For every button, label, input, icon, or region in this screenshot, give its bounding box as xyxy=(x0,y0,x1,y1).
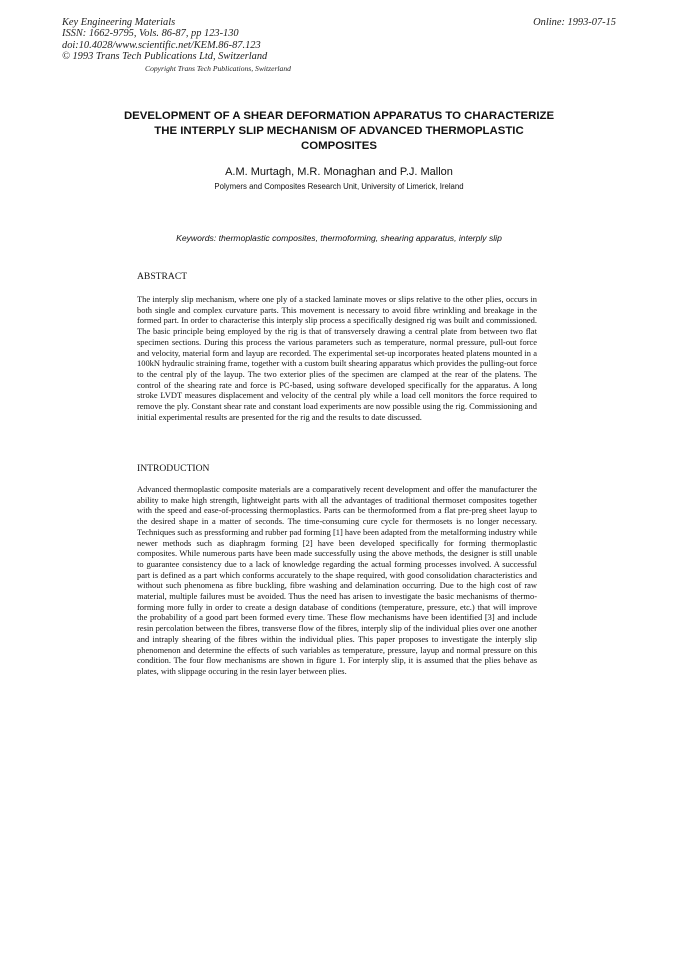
doi-line: doi:10.4028/www.scientific.net/KEM.86-87.123 xyxy=(62,39,261,51)
publisher-copyright: © 1993 Trans Tech Publications Ltd, Switzerland xyxy=(62,50,268,62)
introduction-text: Advanced thermoplastic composite materials are a comparatively recent development and offer the manufacturer the ability to make high strength, lightweight parts with all the advantages of traditional thermoset composites together with the speed and ease-of-processing thermoplastics. Parts can be thermoformed from a flat pre-preg sheet layup to the desired shape in a matter of seconds. The time-consuming cure cycle for thermosets is no longer necessary. Techniques such as pressforming and rubber pad forming [1] have been adapted from the metalforming industry while newer methods such as diaphragm forming [2] have been developed specifically for forming thermoplastic composites. While numerous parts have been made successfully using the above methods, the designer is still unable to guarantee consistency due to a lack of knowledge regarding the actual forming processes involved. A successful part is defined as a part which conforms accurately to the shape required, with good consolidation characteristics and without such phenomena as fibre buckling, fibre washing and delamination occurring. Due to the high cost of raw material, multiple failures must be avoided. Thus the need has arisen to investigate the basic mechanisms of thermo-forming more fully in order to create a design database of conditions (temperature, pressure, etc.) that will improve the probability of a good part been formed every time. These flow mechanisms have been identified [3] and include resin percolation between the fibres, transverse flow of the fibres, interply slip of the individual plies over one another and intraply shearing of the fibres within the individual plies. This paper proposes to investigate the interply slip phenomenon and determine the effects of such variables as temperature, pressure, layup and normal pressure on this condition. The four flow mechanisms are shown in figure 1. For interply slip, it is assumed that the plies behave as plates, with slippage occuring in the resin layer between plies. xyxy=(137,484,537,676)
paper-title: DEVELOPMENT OF A SHEAR DEFORMATION APPARATUS TO CHARACTERIZE THE INTERPLY SLIP MECHANISM OF ADVANCED THERMOPLASTIC COMPOSITES xyxy=(123,110,555,152)
authors: A.M. Murtagh, M.R. Monaghan and P.J. Mallon xyxy=(225,166,453,178)
affiliation: Polymers and Composites Research Unit, University of Limerick, Ireland xyxy=(214,182,464,191)
keywords: Keywords: thermoplastic composites, thermoforming, shearing apparatus, interply slip xyxy=(176,233,502,243)
journal-name: Key Engineering Materials xyxy=(62,17,176,28)
introduction-heading: INTRODUCTION xyxy=(137,463,210,474)
abstract-heading: ABSTRACT xyxy=(137,271,188,282)
abstract-text: The interply slip mechanism, where one ply of a stacked laminate moves or slips relative to the other plies, occurs in both single and complex curvature parts. This movement is necessary to avoid fibre wrinkling and breakage in the formed part. In order to characterise this interply slip process a specifically designed rig was built and commissioned. The basic principle being employed by the rig is that of transversely drawing a central plate from between two flat specimen sections. During this process the various parameters such as temperature, normal pressure, pull-out force and velocity, material form and layup are recorded. The experimental set-up incorporates heated platens mounted in a 100kN hydraulic straining frame, together with a custom built shearing apparatus which provides the pulling-out force to the central ply of the layup. The two exterior plies of the specimen are clamped at the rear of the platens. The control of the shearing rate and force is PC-based, using software developed specifically for the apparatus. A long stroke LVDT measures displacement and velocity of the central ply while a load cell monitors the force required to remove the ply. Constant shear rate and constant load experiments are now possible using the rig. Commissioning and initial experimental results are presented for the rig and the results to date discussed. xyxy=(137,294,537,422)
journal-header xyxy=(62,17,267,62)
online-date: Online: 1993-07-15 xyxy=(533,17,616,28)
issn-line: ISSN: 1662-9795, Vols. 86-87, pp 123-130 xyxy=(62,28,239,40)
copyright-line: Copyright Trans Tech Publications, Switzerland xyxy=(145,64,291,73)
